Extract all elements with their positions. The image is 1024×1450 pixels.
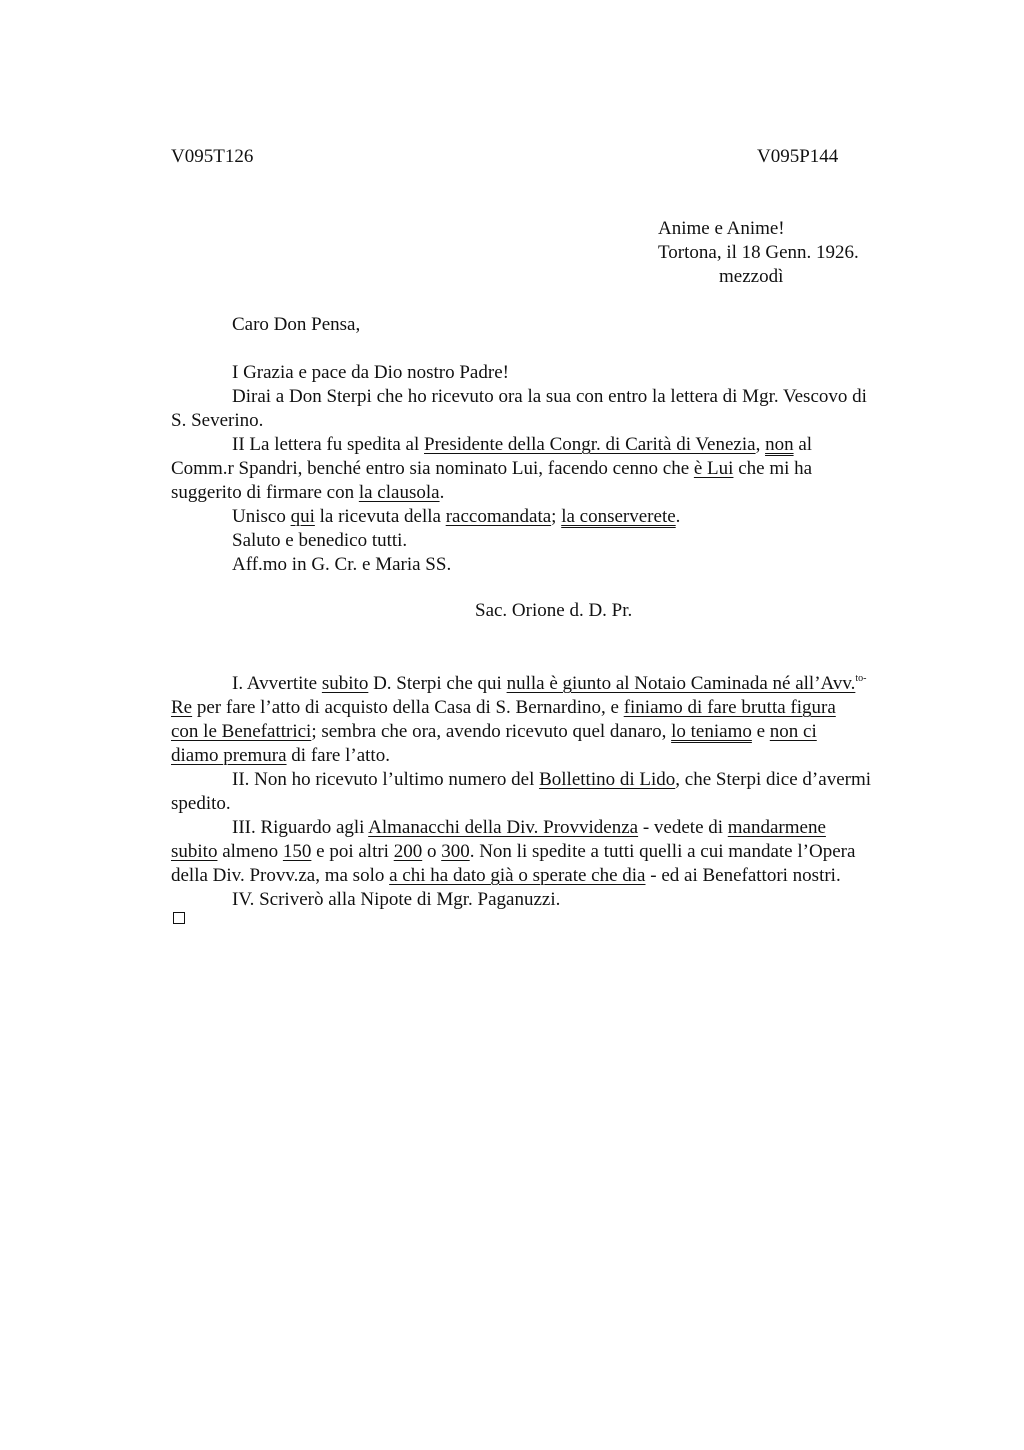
underlined-raccomandata: raccomandata <box>445 506 552 527</box>
salutation: Caro Don Pensa, <box>232 314 361 335</box>
dateline-motto: Anime e Anime! <box>658 218 785 239</box>
body-line-1: I Grazia e pace da Dio nostro Padre! <box>232 362 509 383</box>
ps1-text-a: I. Avvertite <box>232 673 322 694</box>
document-code-left: V095T126 <box>171 146 254 167</box>
underlined-subito: subito <box>321 673 369 694</box>
postscript-line-2 <box>171 696 836 720</box>
underlined-benefattrici: con le Benefattrici <box>171 721 312 742</box>
ps8-text-h: . Non li spedite a tutti quelli a cui mandate l’Opera <box>469 841 856 862</box>
ps3-text-d: e <box>751 721 770 742</box>
underlined-recipient: Presidente della Congr. di Carità di Venezia <box>424 434 756 455</box>
body-line-6-text-c: . <box>439 482 445 503</box>
postscript-line-8 <box>171 840 855 864</box>
body-line-4-text-e: al <box>793 434 813 455</box>
ps7-text-a: III. Riguardo agli <box>232 817 369 838</box>
double-underlined-conserverete: la conserverete <box>561 506 676 527</box>
postscript-line-1 <box>232 672 866 696</box>
body-line-8: Saluto e benedico tutti. <box>232 530 408 551</box>
ps9-text-a: della Div. Provv.za, ma solo <box>171 865 390 886</box>
body-line-7-text-a: Unisco <box>232 506 291 527</box>
document-code-right: V095P144 <box>757 146 839 167</box>
underlined-200: 200 <box>393 841 423 862</box>
body-line-5-text-a: Comm.r Spandri, benché entro sia nominato Lui, facendo cenno che <box>171 458 694 479</box>
postscript-line-10: IV. Scriverò alla Nipote di Mgr. Paganuzzi. <box>232 889 561 910</box>
body-line-5-text-c: che mi ha <box>733 458 813 479</box>
underlined-nulla-giunto: nulla è giunto al Notaio Caminada né all’Avv. <box>506 673 856 694</box>
underlined-chi-ha-dato: a chi ha dato già o sperate che dia <box>389 865 646 886</box>
underlined-non-ci: non ci <box>769 721 817 742</box>
dateline-place-date: Tortona, il 18 Genn. 1926. <box>658 242 859 263</box>
underlined-re: Re <box>171 697 193 718</box>
body-line-6-text-a: suggerito di firmare con <box>171 482 359 503</box>
ps8-text-f: o <box>422 841 442 862</box>
postscript-line-6: spedito. <box>171 793 231 814</box>
ps2-text-b: per fare l’atto di acquisto della Casa di S. Bernardino, e <box>192 697 624 718</box>
underlined-300: 300 <box>441 841 470 862</box>
superscript-to: to- <box>855 673 867 684</box>
ps9-text-c: - ed ai Benefattori nostri. <box>645 865 841 886</box>
double-underlined-non: non <box>765 434 794 455</box>
body-line-7 <box>232 505 680 529</box>
body-line-5 <box>171 457 812 481</box>
end-square-icon <box>173 912 185 924</box>
body-line-7-text-c: la ricevuta della <box>314 506 446 527</box>
signature: Sac. Orione d. D. Pr. <box>475 600 633 621</box>
postscript-line-7 <box>232 816 826 840</box>
ps5-text-a: II. Non ho ricevuto l’ultimo numero del <box>232 769 540 790</box>
underlined-almanacchi: Almanacchi della Div. Provvidenza <box>368 817 639 838</box>
ps3-text-b: ; sembra che ora, avendo ricevuto quel danaro, <box>311 721 672 742</box>
body-line-9: Aff.mo in G. Cr. e Maria SS. <box>232 554 452 575</box>
body-line-3: S. Severino. <box>171 410 264 431</box>
ps7-text-c: - vedete di <box>638 817 728 838</box>
body-line-4 <box>232 433 812 457</box>
ps5-text-c: , che Sterpi dice d’avermi <box>675 769 872 790</box>
underlined-150: 150 <box>282 841 312 862</box>
underlined-qui: qui <box>290 506 315 527</box>
body-line-4-text-c: , <box>755 434 766 455</box>
body-line-6 <box>171 481 444 505</box>
ps8-text-b: almeno <box>217 841 283 862</box>
underlined-subito-2: subito <box>171 841 218 862</box>
postscript-line-3 <box>171 720 817 744</box>
ps4-text-b: di fare l’atto. <box>286 745 390 766</box>
body-line-7-text-g: . <box>675 506 681 527</box>
body-line-2: Dirai a Don Sterpi che ho ricevuto ora la sua con entro la lettera di Mgr. Vescovo di <box>232 386 867 407</box>
underlined-mandarmene: mandarmene <box>727 817 826 838</box>
postscript-line-4 <box>171 744 390 768</box>
underlined-premura: diamo premura <box>171 745 287 766</box>
ps8-text-d: e poi altri <box>311 841 394 862</box>
underlined-e-lui: è Lui <box>693 458 734 479</box>
double-underlined-teniamo: lo teniamo <box>671 721 752 742</box>
ps1-text-c: D. Sterpi che qui <box>368 673 507 694</box>
body-line-4-text-a: II La lettera fu spedita al <box>232 434 425 455</box>
underlined-brutta-figura: finiamo di fare brutta figura <box>623 697 836 718</box>
postscript-line-9 <box>171 864 841 888</box>
body-line-7-text-e: ; <box>551 506 562 527</box>
postscript-line-5 <box>232 768 871 792</box>
dateline-time: mezzodì <box>719 266 784 287</box>
underlined-bollettino: Bollettino di Lido <box>539 769 676 790</box>
underlined-clausola: la clausola <box>358 482 440 503</box>
